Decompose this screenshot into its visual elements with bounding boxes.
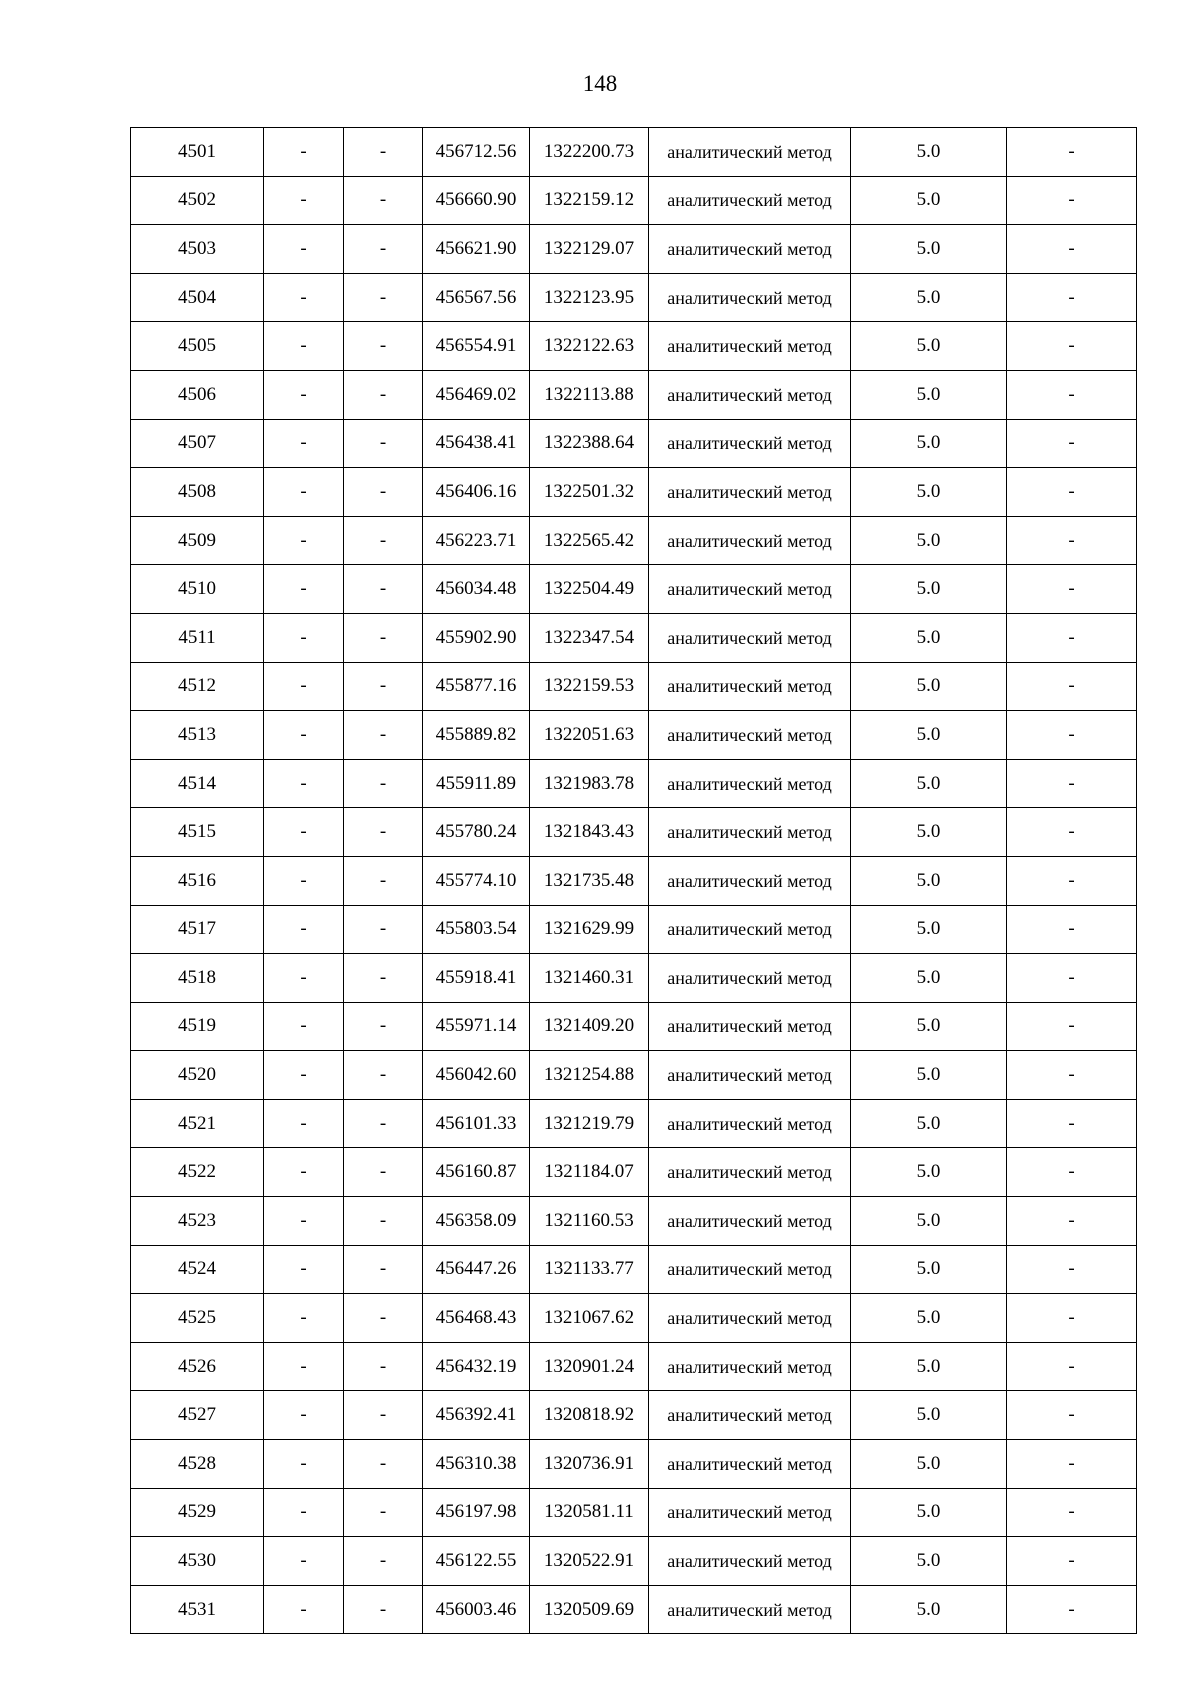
dash-cell-2: - — [344, 759, 423, 808]
accuracy-cell: 5.0 — [851, 176, 1007, 225]
dash-cell-3: - — [1007, 1051, 1137, 1100]
method-cell: аналитический метод — [649, 225, 851, 274]
dash-cell-1: - — [264, 1099, 344, 1148]
dash-cell-1: - — [264, 225, 344, 274]
dash-cell-3: - — [1007, 1488, 1137, 1537]
method-cell: аналитический метод — [649, 662, 851, 711]
y-coordinate-cell: 1320818.92 — [530, 1391, 649, 1440]
table-row — [131, 176, 1137, 225]
method-cell: аналитический метод — [649, 1391, 851, 1440]
table-row — [131, 1537, 1137, 1586]
point-number-cell: 4506 — [131, 370, 264, 419]
dash-cell-2: - — [344, 808, 423, 857]
x-coordinate-cell: 456447.26 — [423, 1245, 530, 1294]
dash-cell-1: - — [264, 128, 344, 177]
y-coordinate-cell: 1321629.99 — [530, 905, 649, 954]
table-row — [131, 856, 1137, 905]
method-cell: аналитический метод — [649, 905, 851, 954]
table-row — [131, 662, 1137, 711]
point-number-cell: 4518 — [131, 954, 264, 1003]
dash-cell-1: - — [264, 1294, 344, 1343]
dash-cell-3: - — [1007, 856, 1137, 905]
dash-cell-1: - — [264, 468, 344, 517]
dash-cell-1: - — [264, 759, 344, 808]
method-cell: аналитический метод — [649, 322, 851, 371]
accuracy-cell: 5.0 — [851, 905, 1007, 954]
accuracy-cell: 5.0 — [851, 954, 1007, 1003]
x-coordinate-cell: 456438.41 — [423, 419, 530, 468]
y-coordinate-cell: 1322123.95 — [530, 273, 649, 322]
y-coordinate-cell: 1322501.32 — [530, 468, 649, 517]
dash-cell-3: - — [1007, 1294, 1137, 1343]
x-coordinate-cell: 455918.41 — [423, 954, 530, 1003]
accuracy-cell: 5.0 — [851, 516, 1007, 565]
dash-cell-3: - — [1007, 1245, 1137, 1294]
accuracy-cell: 5.0 — [851, 1099, 1007, 1148]
x-coordinate-cell: 456469.02 — [423, 370, 530, 419]
point-number-cell: 4531 — [131, 1585, 264, 1634]
y-coordinate-cell: 1321133.77 — [530, 1245, 649, 1294]
dash-cell-2: - — [344, 711, 423, 760]
method-cell: аналитический метод — [649, 1002, 851, 1051]
method-cell: аналитический метод — [649, 176, 851, 225]
accuracy-cell: 5.0 — [851, 613, 1007, 662]
dash-cell-1: - — [264, 954, 344, 1003]
point-number-cell: 4513 — [131, 711, 264, 760]
accuracy-cell: 5.0 — [851, 711, 1007, 760]
dash-cell-3: - — [1007, 419, 1137, 468]
x-coordinate-cell: 456042.60 — [423, 1051, 530, 1100]
point-number-cell: 4522 — [131, 1148, 264, 1197]
dash-cell-1: - — [264, 1002, 344, 1051]
dash-cell-3: - — [1007, 1585, 1137, 1634]
accuracy-cell: 5.0 — [851, 759, 1007, 808]
x-coordinate-cell: 456223.71 — [423, 516, 530, 565]
dash-cell-2: - — [344, 1294, 423, 1343]
dash-cell-2: - — [344, 273, 423, 322]
x-coordinate-cell: 455877.16 — [423, 662, 530, 711]
dash-cell-2: - — [344, 225, 423, 274]
dash-cell-3: - — [1007, 468, 1137, 517]
y-coordinate-cell: 1321843.43 — [530, 808, 649, 857]
accuracy-cell: 5.0 — [851, 1002, 1007, 1051]
method-cell: аналитический метод — [649, 759, 851, 808]
accuracy-cell: 5.0 — [851, 1148, 1007, 1197]
accuracy-cell: 5.0 — [851, 1051, 1007, 1100]
accuracy-cell: 5.0 — [851, 1391, 1007, 1440]
table-row — [131, 322, 1137, 371]
dash-cell-1: - — [264, 711, 344, 760]
method-cell: аналитический метод — [649, 1342, 851, 1391]
x-coordinate-cell: 456310.38 — [423, 1440, 530, 1489]
accuracy-cell: 5.0 — [851, 662, 1007, 711]
table-row — [131, 565, 1137, 614]
point-number-cell: 4526 — [131, 1342, 264, 1391]
x-coordinate-cell: 456358.09 — [423, 1197, 530, 1246]
y-coordinate-cell: 1321184.07 — [530, 1148, 649, 1197]
dash-cell-2: - — [344, 613, 423, 662]
method-cell: аналитический метод — [649, 1148, 851, 1197]
point-number-cell: 4524 — [131, 1245, 264, 1294]
table-row — [131, 1002, 1137, 1051]
dash-cell-1: - — [264, 1440, 344, 1489]
method-cell: аналитический метод — [649, 1051, 851, 1100]
accuracy-cell: 5.0 — [851, 322, 1007, 371]
accuracy-cell: 5.0 — [851, 225, 1007, 274]
x-coordinate-cell: 456101.33 — [423, 1099, 530, 1148]
dash-cell-2: - — [344, 1391, 423, 1440]
dash-cell-1: - — [264, 565, 344, 614]
method-cell: аналитический метод — [649, 516, 851, 565]
x-coordinate-cell: 455911.89 — [423, 759, 530, 808]
point-number-cell: 4508 — [131, 468, 264, 517]
dash-cell-2: - — [344, 905, 423, 954]
table-row — [131, 954, 1137, 1003]
point-number-cell: 4509 — [131, 516, 264, 565]
accuracy-cell: 5.0 — [851, 1440, 1007, 1489]
dash-cell-2: - — [344, 1197, 423, 1246]
dash-cell-2: - — [344, 468, 423, 517]
dash-cell-1: - — [264, 1391, 344, 1440]
point-number-cell: 4503 — [131, 225, 264, 274]
table-row — [131, 419, 1137, 468]
dash-cell-3: - — [1007, 1099, 1137, 1148]
dash-cell-1: - — [264, 370, 344, 419]
dash-cell-3: - — [1007, 1148, 1137, 1197]
y-coordinate-cell: 1322388.64 — [530, 419, 649, 468]
table-row — [131, 128, 1137, 177]
dash-cell-2: - — [344, 1488, 423, 1537]
y-coordinate-cell: 1322565.42 — [530, 516, 649, 565]
dash-cell-3: - — [1007, 322, 1137, 371]
table-row — [131, 1051, 1137, 1100]
table-row — [131, 370, 1137, 419]
dash-cell-1: - — [264, 1488, 344, 1537]
dash-cell-2: - — [344, 370, 423, 419]
method-cell: аналитический метод — [649, 1245, 851, 1294]
x-coordinate-cell: 455803.54 — [423, 905, 530, 954]
dash-cell-2: - — [344, 419, 423, 468]
method-cell: аналитический метод — [649, 1585, 851, 1634]
page-number: 148 — [582, 71, 618, 96]
point-number-cell: 4517 — [131, 905, 264, 954]
table-row — [131, 1245, 1137, 1294]
point-number-cell: 4519 — [131, 1002, 264, 1051]
x-coordinate-cell: 456392.41 — [423, 1391, 530, 1440]
table-row — [131, 225, 1137, 274]
dash-cell-1: - — [264, 273, 344, 322]
dash-cell-3: - — [1007, 759, 1137, 808]
x-coordinate-cell: 456003.46 — [423, 1585, 530, 1634]
method-cell: аналитический метод — [649, 1294, 851, 1343]
y-coordinate-cell: 1321254.88 — [530, 1051, 649, 1100]
y-coordinate-cell: 1320581.11 — [530, 1488, 649, 1537]
accuracy-cell: 5.0 — [851, 1197, 1007, 1246]
dash-cell-3: - — [1007, 1391, 1137, 1440]
y-coordinate-cell: 1322051.63 — [530, 711, 649, 760]
dash-cell-3: - — [1007, 711, 1137, 760]
table-row — [131, 711, 1137, 760]
y-coordinate-cell: 1321735.48 — [530, 856, 649, 905]
point-number-cell: 4505 — [131, 322, 264, 371]
point-number-cell: 4516 — [131, 856, 264, 905]
x-coordinate-cell: 456406.16 — [423, 468, 530, 517]
accuracy-cell: 5.0 — [851, 273, 1007, 322]
y-coordinate-cell: 1320901.24 — [530, 1342, 649, 1391]
dash-cell-1: - — [264, 662, 344, 711]
method-cell: аналитический метод — [649, 565, 851, 614]
x-coordinate-cell: 456197.98 — [423, 1488, 530, 1537]
method-cell: аналитический метод — [649, 468, 851, 517]
dash-cell-1: - — [264, 808, 344, 857]
dash-cell-3: - — [1007, 1440, 1137, 1489]
dash-cell-2: - — [344, 1002, 423, 1051]
method-cell: аналитический метод — [649, 1440, 851, 1489]
dash-cell-1: - — [264, 419, 344, 468]
method-cell: аналитический метод — [649, 613, 851, 662]
dash-cell-2: - — [344, 1099, 423, 1148]
point-number-cell: 4507 — [131, 419, 264, 468]
point-number-cell: 4501 — [131, 128, 264, 177]
y-coordinate-cell: 1321160.53 — [530, 1197, 649, 1246]
dash-cell-3: - — [1007, 273, 1137, 322]
dash-cell-3: - — [1007, 1537, 1137, 1586]
dash-cell-3: - — [1007, 370, 1137, 419]
table-row — [131, 1099, 1137, 1148]
dash-cell-2: - — [344, 516, 423, 565]
dash-cell-3: - — [1007, 662, 1137, 711]
y-coordinate-cell: 1321460.31 — [530, 954, 649, 1003]
table-row — [131, 1342, 1137, 1391]
table-row — [131, 808, 1137, 857]
table-row — [131, 468, 1137, 517]
dash-cell-3: - — [1007, 905, 1137, 954]
method-cell: аналитический метод — [649, 1537, 851, 1586]
table-row — [131, 516, 1137, 565]
point-number-cell: 4525 — [131, 1294, 264, 1343]
y-coordinate-cell: 1322200.73 — [530, 128, 649, 177]
dash-cell-3: - — [1007, 176, 1137, 225]
x-coordinate-cell: 456160.87 — [423, 1148, 530, 1197]
dash-cell-1: - — [264, 516, 344, 565]
x-coordinate-cell: 455902.90 — [423, 613, 530, 662]
dash-cell-2: - — [344, 1537, 423, 1586]
dash-cell-2: - — [344, 662, 423, 711]
x-coordinate-cell: 456554.91 — [423, 322, 530, 371]
dash-cell-1: - — [264, 1537, 344, 1586]
accuracy-cell: 5.0 — [851, 468, 1007, 517]
y-coordinate-cell: 1321983.78 — [530, 759, 649, 808]
dash-cell-1: - — [264, 905, 344, 954]
dash-cell-3: - — [1007, 1342, 1137, 1391]
dash-cell-1: - — [264, 1197, 344, 1246]
table-row — [131, 1488, 1137, 1537]
accuracy-cell: 5.0 — [851, 565, 1007, 614]
dash-cell-1: - — [264, 1585, 344, 1634]
method-cell: аналитический метод — [649, 1197, 851, 1246]
y-coordinate-cell: 1321067.62 — [530, 1294, 649, 1343]
method-cell: аналитический метод — [649, 856, 851, 905]
dash-cell-2: - — [344, 1051, 423, 1100]
dash-cell-2: - — [344, 856, 423, 905]
dash-cell-2: - — [344, 1440, 423, 1489]
method-cell: аналитический метод — [649, 808, 851, 857]
dash-cell-2: - — [344, 322, 423, 371]
y-coordinate-cell: 1320736.91 — [530, 1440, 649, 1489]
table-body — [131, 128, 1137, 1634]
method-cell: аналитический метод — [649, 711, 851, 760]
dash-cell-2: - — [344, 1245, 423, 1294]
x-coordinate-cell: 456660.90 — [423, 176, 530, 225]
table-row — [131, 1148, 1137, 1197]
accuracy-cell: 5.0 — [851, 1245, 1007, 1294]
y-coordinate-cell: 1321219.79 — [530, 1099, 649, 1148]
dash-cell-3: - — [1007, 516, 1137, 565]
accuracy-cell: 5.0 — [851, 1294, 1007, 1343]
x-coordinate-cell: 455780.24 — [423, 808, 530, 857]
dash-cell-2: - — [344, 128, 423, 177]
table-row — [131, 613, 1137, 662]
x-coordinate-cell: 456034.48 — [423, 565, 530, 614]
y-coordinate-cell: 1321409.20 — [530, 1002, 649, 1051]
dash-cell-3: - — [1007, 613, 1137, 662]
accuracy-cell: 5.0 — [851, 856, 1007, 905]
dash-cell-1: - — [264, 322, 344, 371]
x-coordinate-cell: 455971.14 — [423, 1002, 530, 1051]
method-cell: аналитический метод — [649, 128, 851, 177]
x-coordinate-cell: 455774.10 — [423, 856, 530, 905]
table-row — [131, 1585, 1137, 1634]
method-cell: аналитический метод — [649, 370, 851, 419]
point-number-cell: 4515 — [131, 808, 264, 857]
dash-cell-2: - — [344, 1148, 423, 1197]
point-number-cell: 4520 — [131, 1051, 264, 1100]
dash-cell-3: - — [1007, 565, 1137, 614]
method-cell: аналитический метод — [649, 419, 851, 468]
x-coordinate-cell: 456468.43 — [423, 1294, 530, 1343]
x-coordinate-cell: 456712.56 — [423, 128, 530, 177]
table-row — [131, 273, 1137, 322]
point-number-cell: 4502 — [131, 176, 264, 225]
point-number-cell: 4511 — [131, 613, 264, 662]
method-cell: аналитический метод — [649, 273, 851, 322]
dash-cell-3: - — [1007, 128, 1137, 177]
x-coordinate-cell: 456567.56 — [423, 273, 530, 322]
point-number-cell: 4510 — [131, 565, 264, 614]
table-row — [131, 1294, 1137, 1343]
y-coordinate-cell: 1322347.54 — [530, 613, 649, 662]
point-number-cell: 4528 — [131, 1440, 264, 1489]
y-coordinate-cell: 1320522.91 — [530, 1537, 649, 1586]
table-row — [131, 1440, 1137, 1489]
accuracy-cell: 5.0 — [851, 1585, 1007, 1634]
accuracy-cell: 5.0 — [851, 1342, 1007, 1391]
y-coordinate-cell: 1322122.63 — [530, 322, 649, 371]
point-number-cell: 4527 — [131, 1391, 264, 1440]
dash-cell-1: - — [264, 1148, 344, 1197]
accuracy-cell: 5.0 — [851, 370, 1007, 419]
y-coordinate-cell: 1320509.69 — [530, 1585, 649, 1634]
point-number-cell: 4523 — [131, 1197, 264, 1246]
dash-cell-3: - — [1007, 954, 1137, 1003]
table-row — [131, 759, 1137, 808]
point-number-cell: 4504 — [131, 273, 264, 322]
y-coordinate-cell: 1322159.12 — [530, 176, 649, 225]
method-cell: аналитический метод — [649, 954, 851, 1003]
x-coordinate-cell: 456122.55 — [423, 1537, 530, 1586]
point-number-cell: 4529 — [131, 1488, 264, 1537]
dash-cell-1: - — [264, 856, 344, 905]
table-row — [131, 1391, 1137, 1440]
dash-cell-1: - — [264, 1245, 344, 1294]
y-coordinate-cell: 1322159.53 — [530, 662, 649, 711]
point-number-cell: 4512 — [131, 662, 264, 711]
dash-cell-2: - — [344, 954, 423, 1003]
accuracy-cell: 5.0 — [851, 1488, 1007, 1537]
method-cell: аналитический метод — [649, 1099, 851, 1148]
table-row — [131, 905, 1137, 954]
x-coordinate-cell: 456432.19 — [423, 1342, 530, 1391]
y-coordinate-cell: 1322113.88 — [530, 370, 649, 419]
dash-cell-2: - — [344, 176, 423, 225]
dash-cell-1: - — [264, 1342, 344, 1391]
dash-cell-3: - — [1007, 1002, 1137, 1051]
dash-cell-1: - — [264, 1051, 344, 1100]
x-coordinate-cell: 455889.82 — [423, 711, 530, 760]
accuracy-cell: 5.0 — [851, 128, 1007, 177]
coordinates-table — [130, 127, 1137, 1634]
dash-cell-1: - — [264, 613, 344, 662]
method-cell: аналитический метод — [649, 1488, 851, 1537]
accuracy-cell: 5.0 — [851, 419, 1007, 468]
dash-cell-3: - — [1007, 225, 1137, 274]
point-number-cell: 4514 — [131, 759, 264, 808]
dash-cell-2: - — [344, 1342, 423, 1391]
y-coordinate-cell: 1322129.07 — [530, 225, 649, 274]
accuracy-cell: 5.0 — [851, 808, 1007, 857]
dash-cell-1: - — [264, 176, 344, 225]
y-coordinate-cell: 1322504.49 — [530, 565, 649, 614]
x-coordinate-cell: 456621.90 — [423, 225, 530, 274]
dash-cell-3: - — [1007, 1197, 1137, 1246]
dash-cell-2: - — [344, 565, 423, 614]
accuracy-cell: 5.0 — [851, 1537, 1007, 1586]
dash-cell-3: - — [1007, 808, 1137, 857]
table-row — [131, 1197, 1137, 1246]
point-number-cell: 4521 — [131, 1099, 264, 1148]
dash-cell-2: - — [344, 1585, 423, 1634]
point-number-cell: 4530 — [131, 1537, 264, 1586]
